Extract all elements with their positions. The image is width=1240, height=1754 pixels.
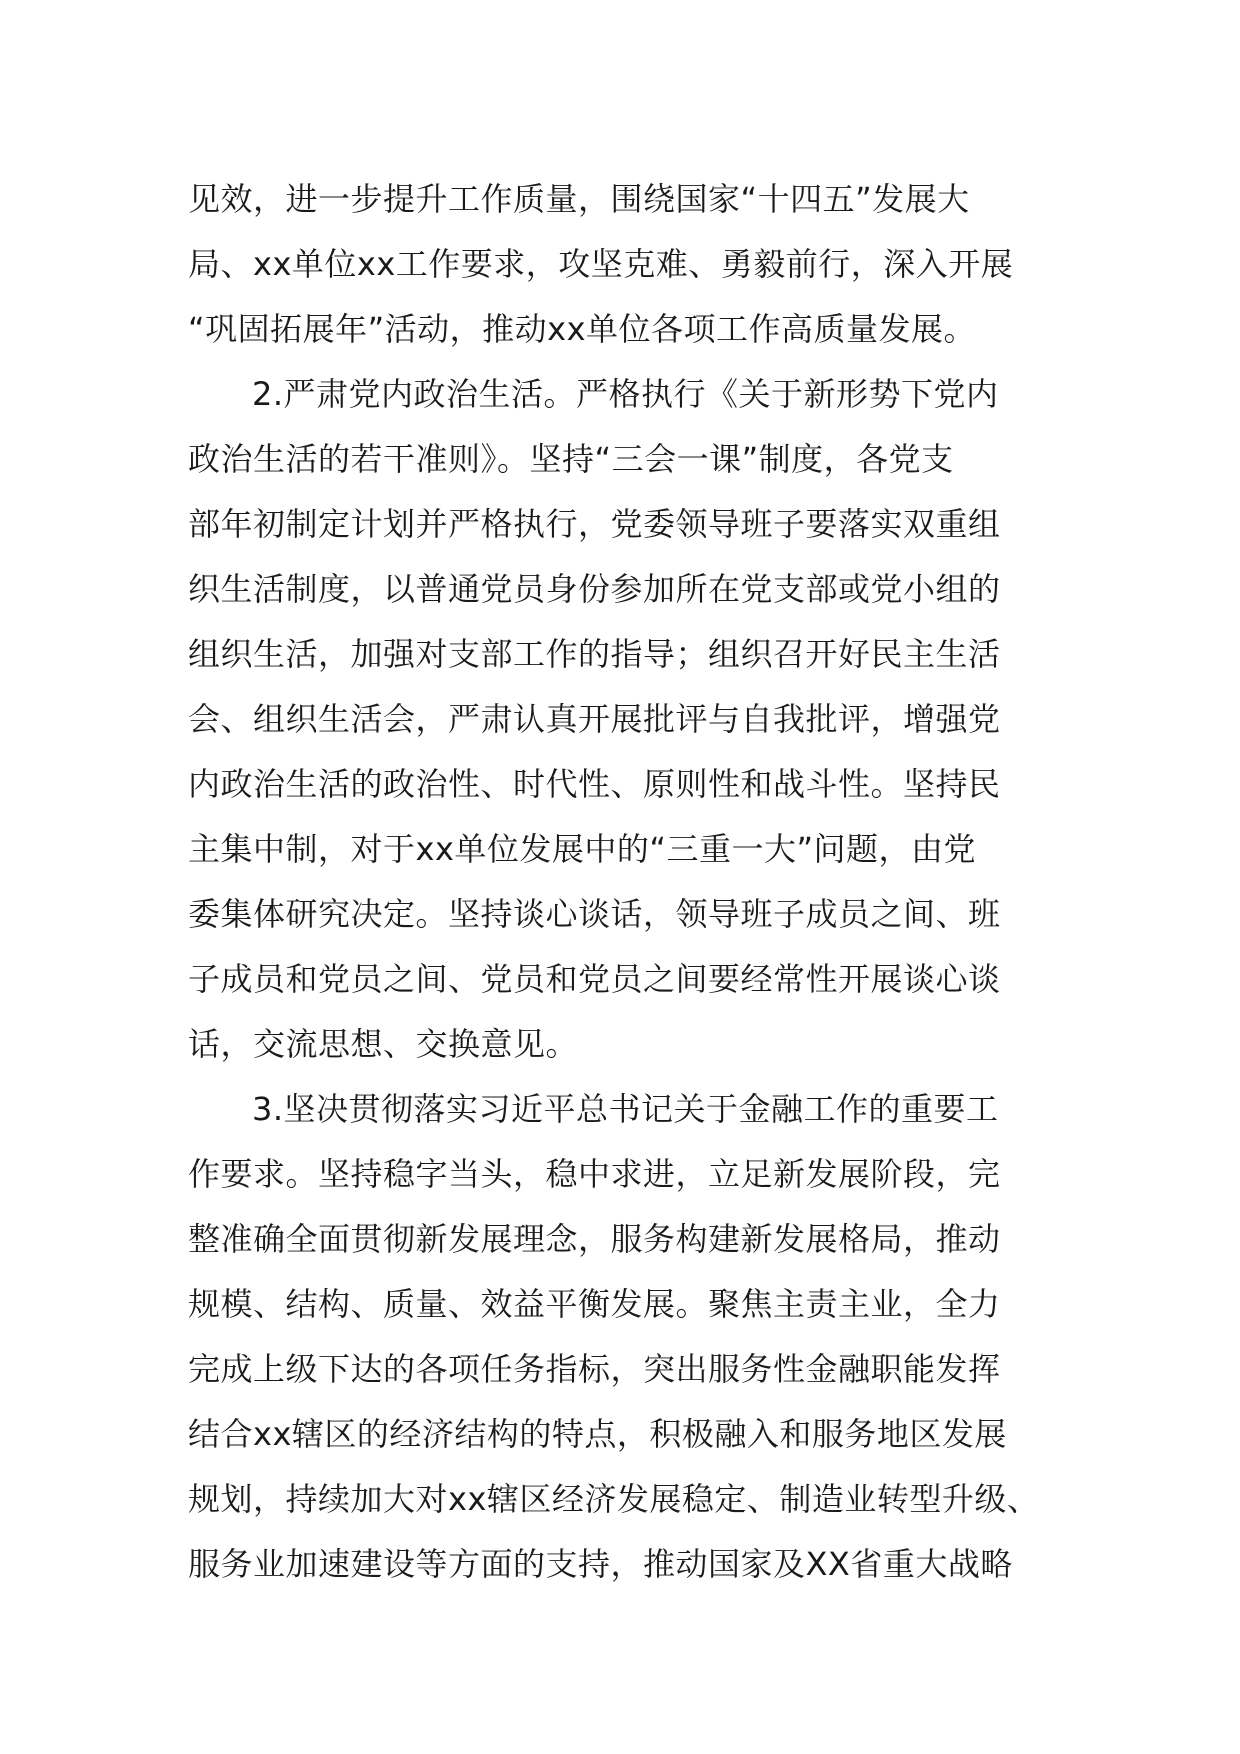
text-line: 规划，持续加大对xx辖区经济发展稳定、制造业转型升级、 [188, 1480, 1040, 1518]
text-line: 话，交流思想、交换意见。 [188, 1025, 579, 1063]
text-line: 主集中制，对于xx单位发展中的“三重一大”问题，由党 [188, 830, 977, 868]
text-line: 服务业加速建设等方面的支持，推动国家及XX省重大战略 [188, 1545, 1013, 1583]
text-line: 规模、结构、质量、效益平衡发展。聚焦主责主业，全力 [188, 1285, 1001, 1323]
text-line: “巩固拓展年”活动，推动xx单位各项工作高质量发展。 [188, 310, 977, 348]
section-heading-line: 2.严肃党内政治生活。严格执行《关于新形势下党内 [252, 375, 999, 413]
text-line: 政治生活的若干准则》。坚持“三会一课”制度，各党支 [188, 440, 954, 478]
text-line: 子成员和党员之间、党员和党员之间要经常性开展谈心谈 [188, 960, 1001, 998]
text-line: 织生活制度，以普通党员身份参加所在党支部或党小组的 [188, 570, 1001, 608]
text-line: 组织生活，加强对支部工作的指导；组织召开好民主生活 [188, 635, 1001, 673]
text-line: 内政治生活的政治性、时代性、原则性和战斗性。坚持民 [188, 765, 1001, 803]
text-line: 见效，进一步提升工作质量，围绕国家“十四五”发展大 [188, 180, 970, 218]
document-body [188, 167, 1068, 1597]
text-line: 委集体研究决定。坚持谈心谈话，领导班子成员之间、班 [188, 895, 1001, 933]
section-heading-line: 3.坚决贯彻落实习近平总书记关于金融工作的重要工 [252, 1090, 999, 1128]
text-line: 完成上级下达的各项任务指标，突出服务性金融职能发挥 [188, 1350, 1001, 1388]
text-line: 局、xx单位xx工作要求，攻坚克难、勇毅前行，深入开展 [188, 245, 1014, 283]
text-line: 整准确全面贯彻新发展理念，服务构建新发展格局，推动 [188, 1220, 1001, 1258]
text-line: 结合xx辖区的经济结构的特点，积极融入和服务地区发展 [188, 1415, 1007, 1453]
text-line: 会、组织生活会，严肃认真开展批评与自我批评，增强党 [188, 700, 1001, 738]
text-line: 作要求。坚持稳字当头，稳中求进，立足新发展阶段，完 [188, 1155, 1001, 1193]
text-line: 部年初制定计划并严格执行，党委领导班子要落实双重组 [188, 505, 1001, 543]
